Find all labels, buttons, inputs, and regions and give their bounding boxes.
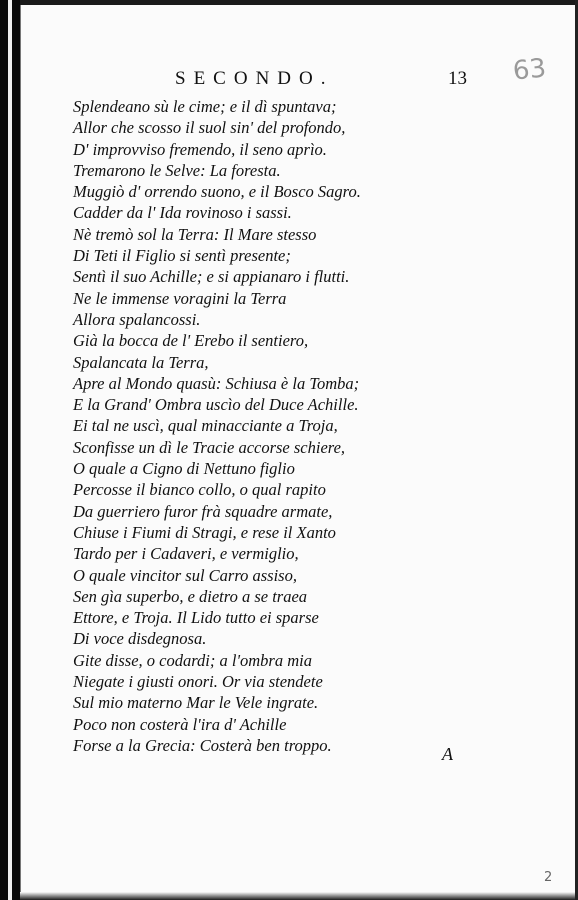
verse-line: Ne le immense voragini la Terra — [73, 288, 287, 308]
verse-line: Percosse il bianco collo, o qual rapito — [73, 480, 326, 500]
corner-mark: 2 — [544, 870, 553, 885]
verse-line: Di Teti il Figlio si sentì presente; — [73, 246, 291, 266]
verse-line: Sul mio materno Mar le Vele ingrate. — [73, 693, 319, 713]
verse-line: Forse a la Grecia: Costerà ben troppo. — [73, 735, 332, 755]
verse-line: Allor che scosso il suol sin' del profondo, — [73, 118, 346, 138]
verse-line: Sentì il suo Achille; e si appianaro i flutti. — [73, 267, 350, 287]
binding-gutter — [0, 0, 20, 900]
verse-line: Allora spalancossi. — [73, 309, 201, 329]
verse-line: Gite disse, o codardi; a l'ombra mia — [73, 650, 312, 670]
verse-line: Spalancata la Terra, — [73, 352, 209, 372]
verse-line: Già la bocca de l' Erebo il sentiero, — [73, 331, 309, 351]
verse-line: Ei tal ne uscì, qual minacciante a Troja, — [73, 416, 338, 436]
verse-line: Chiuse i Fiumi di Stragi, e rese il Xanto — [73, 522, 336, 542]
verse-line: Di voce disdegnosa. — [73, 629, 207, 649]
verse-line: Sconfisse un dì le Tracie accorse schiere, — [73, 437, 346, 457]
verse-line: Niegate i giusti onori. Or via stendete — [73, 672, 323, 692]
verse-line: Poco non costerà l'ira d' Achille — [73, 714, 287, 734]
running-title: SECONDO. — [175, 68, 334, 89]
verse-line: D' improvviso fremendo, il seno aprìo. — [73, 139, 327, 159]
verse-line: Sen gìa superbo, e dietro a se traea — [73, 586, 308, 606]
verse-line: Ettore, e Troja. Il Lido tutto ei sparse — [73, 608, 319, 628]
page-number: 13 — [448, 68, 467, 89]
handwritten-folio-number: 63 — [511, 53, 548, 87]
verse-line: Nè tremò sol la Terra: Il Mare stesso — [73, 224, 317, 244]
verse-line: E la Grand' Ombra uscìo del Duce Achille. — [73, 395, 359, 415]
verse-line: Cadder da l' Ida rovinoso i sassi. — [73, 203, 292, 223]
verse-block — [73, 96, 463, 756]
page-top-edge — [20, 0, 578, 5]
verse-line: Tremarono le Selve: La foresta. — [73, 160, 281, 180]
verse-line: Splendeano sù le cime; e il dì spuntava; — [73, 97, 337, 116]
verse-line: Muggiò d' orrendo suono, e il Bosco Sagro. — [73, 182, 361, 202]
verse-line: Apre al Mondo quasù: Schiusa è la Tomba; — [73, 373, 360, 393]
page-bottom-edge — [20, 892, 578, 900]
catchword: A — [442, 744, 453, 764]
verse-line: O quale vincitor sul Carro assiso, — [73, 565, 297, 585]
verse-line: O quale a Cigno di Nettuno figlio — [73, 459, 295, 479]
verse-line: Da guerriero furor frà squadre armate, — [73, 501, 333, 521]
verse-line: Tardo per i Cadaveri, e vermiglio, — [73, 544, 299, 564]
